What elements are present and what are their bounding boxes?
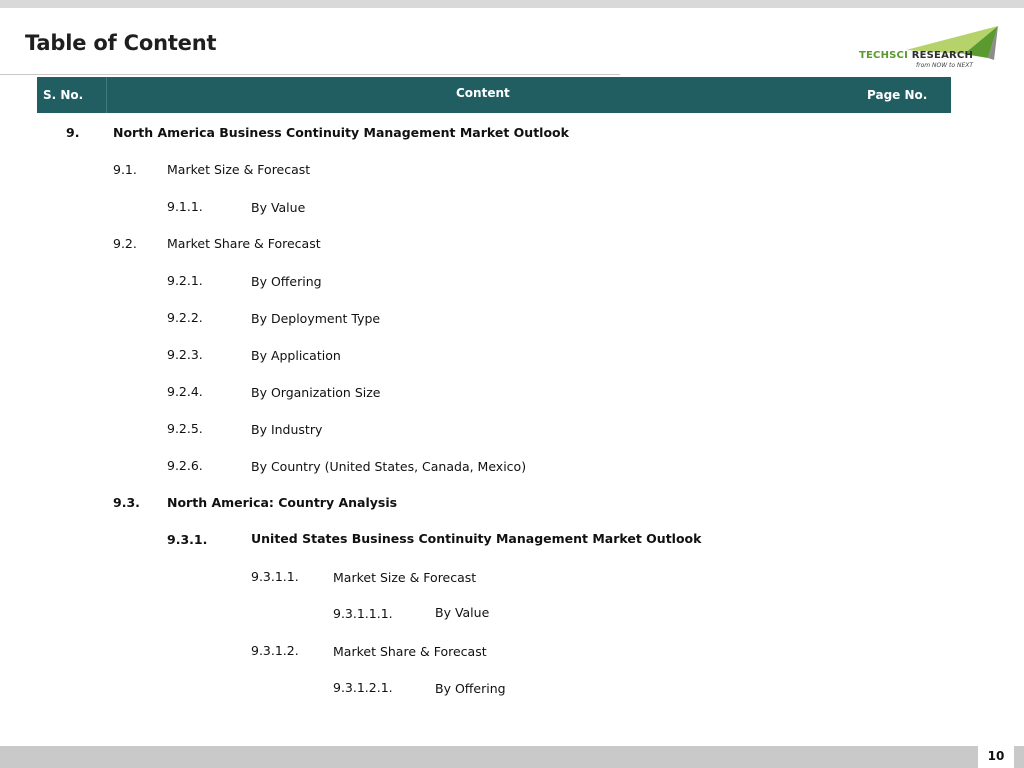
toc-entry-number: 9.3.1.2.1.: [333, 680, 393, 695]
toc-entry-number: 9.1.1.: [167, 199, 203, 214]
toc-entry-text[interactable]: Market Size & Forecast: [333, 570, 477, 585]
toc-entry-number: 9.2.1.: [167, 273, 203, 288]
toc-entry-number: 9.2.6.: [167, 458, 203, 473]
toc-entry-text[interactable]: By Industry: [251, 422, 323, 437]
page-title: Table of Content: [25, 31, 217, 55]
logo-brand-part2: RESEARCH: [908, 50, 974, 61]
column-header-sno: S. No.: [43, 88, 84, 102]
toc-entry-text[interactable]: Market Size & Forecast: [167, 162, 311, 177]
column-header-page: Page No.: [867, 88, 928, 102]
column-divider: [106, 77, 107, 113]
logo-brand: [859, 50, 973, 61]
column-header-content: Content: [456, 86, 510, 100]
toc-entry-text[interactable]: Market Share & Forecast: [167, 236, 321, 251]
toc-entry-number: 9.2.: [113, 236, 137, 251]
title-divider: [0, 74, 620, 75]
toc-entry-number: 9.2.3.: [167, 347, 203, 362]
toc-entry-text[interactable]: By Country (United States, Canada, Mexico): [251, 459, 527, 474]
toc-entry-text[interactable]: By Offering: [251, 274, 322, 289]
toc-entry-number: 9.1.: [113, 162, 137, 177]
toc-entry-text[interactable]: By Deployment Type: [251, 311, 381, 326]
toc-entry-text[interactable]: By Value: [251, 200, 306, 215]
techsci-logo: [856, 24, 1002, 74]
toc-entry-text[interactable]: By Application: [251, 348, 341, 363]
toc-entry-number: 9.2.4.: [167, 384, 203, 399]
toc-entry-text[interactable]: By Organization Size: [251, 385, 381, 400]
toc-entry-number: 9.3.1.: [167, 532, 208, 547]
toc-entry-text[interactable]: Market Share & Forecast: [333, 644, 487, 659]
page-number: 10: [978, 744, 1014, 768]
toc-entry-text[interactable]: North America Business Continuity Management Market Outlook: [113, 125, 569, 140]
toc-entry-number: 9.2.2.: [167, 310, 203, 325]
toc-entry-text[interactable]: North America: Country Analysis: [167, 495, 398, 510]
toc-entry-number: 9.3.: [113, 495, 140, 510]
toc-entry-number: 9.3.1.1.1.: [333, 606, 393, 621]
footer-bar: [0, 746, 1024, 768]
toc-entry-text[interactable]: By Offering: [435, 681, 506, 696]
logo-brand-part1: TECHSCI: [859, 50, 909, 61]
top-bar: [0, 0, 1024, 8]
logo-tagline: from NOW to NEXT: [916, 62, 974, 69]
toc-table-header: [37, 77, 951, 113]
toc-entry-number: 9.3.1.1.: [251, 569, 299, 584]
toc-entry-text[interactable]: United States Business Continuity Management Market Outlook: [251, 531, 702, 546]
toc-entry-number: 9.3.1.2.: [251, 643, 299, 658]
toc-entry-number: 9.: [66, 125, 80, 140]
toc-entry-number: 9.2.5.: [167, 421, 203, 436]
toc-entry-text[interactable]: By Value: [435, 605, 490, 620]
